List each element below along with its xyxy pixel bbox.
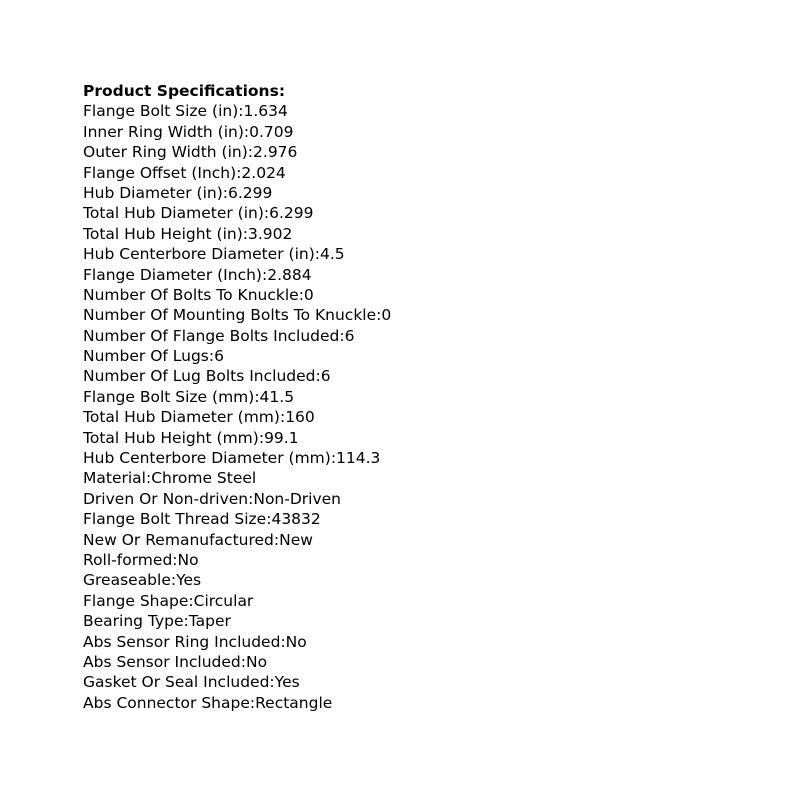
spec-row [83, 652, 783, 672]
spec-row [83, 265, 783, 285]
spec-label: Hub Centerbore Diameter (in) [83, 245, 315, 264]
spec-label: Number Of Flange Bolts Included [83, 326, 340, 345]
spec-label: Hub Centerbore Diameter (mm) [83, 449, 331, 468]
spec-value: 6.299 [228, 183, 273, 202]
spec-label: Roll-formed [83, 550, 173, 569]
spec-separator: : [273, 530, 280, 549]
spec-row [83, 693, 783, 713]
spec-separator: : [258, 428, 265, 447]
spec-value: 41.5 [259, 387, 295, 406]
spec-row [83, 489, 783, 509]
spec-separator: : [172, 550, 178, 569]
spec-label: Total Hub Height (mm) [83, 428, 259, 447]
spec-value: 43832 [271, 510, 321, 529]
spec-row [83, 387, 783, 407]
spec-row [83, 428, 783, 448]
spec-row [83, 163, 783, 183]
spec-row [83, 591, 783, 611]
spec-value: Yes [274, 673, 300, 692]
spec-separator: : [266, 510, 272, 529]
spec-value: 0.709 [249, 122, 294, 141]
spec-label: Flange Diameter (Inch) [83, 265, 262, 284]
spec-separator: : [263, 204, 270, 223]
spec-value: No [246, 652, 268, 671]
spec-separator: : [269, 673, 275, 692]
spec-row [83, 366, 783, 386]
spec-value: 6 [320, 367, 331, 386]
spec-separator: : [261, 265, 268, 284]
spec-separator: : [249, 693, 256, 712]
spec-value: 0 [303, 285, 314, 304]
spec-label: Material [83, 469, 146, 488]
spec-row [83, 203, 783, 223]
spec-row [83, 142, 783, 162]
spec-separator: : [376, 306, 382, 325]
spec-label: Flange Offset (Inch) [83, 163, 237, 182]
spec-label: Hub Diameter (in) [83, 183, 223, 202]
spec-row [83, 448, 783, 468]
spec-separator: : [315, 367, 321, 386]
spec-value: Non-Driven [253, 489, 342, 508]
spec-label: Bearing Type [83, 612, 184, 631]
spec-label: Total Hub Diameter (in) [83, 204, 264, 223]
spec-separator: : [238, 102, 244, 121]
spec-label: Flange Bolt Size (mm) [83, 387, 255, 406]
spec-row [83, 407, 783, 427]
spec-label: Flange Bolt Thread Size [83, 510, 267, 529]
spec-separator: : [170, 571, 177, 590]
spec-value: 3.902 [248, 224, 293, 243]
spec-separator: : [145, 469, 152, 488]
spec-label: Outer Ring Width (in) [83, 143, 248, 162]
spec-row [83, 244, 783, 264]
spec-label: Number Of Mounting Bolts To Knuckle [83, 306, 377, 325]
spec-value: 6 [214, 347, 224, 366]
spec-separator: : [208, 347, 215, 366]
spec-row [83, 101, 783, 121]
spec-label: New Or Remanufactured [83, 530, 274, 549]
spec-value: 2.024 [241, 163, 286, 182]
spec-row [83, 530, 783, 550]
spec-row [83, 509, 783, 529]
spec-label: Inner Ring Width (in) [83, 122, 244, 141]
spec-row [83, 672, 783, 692]
spec-label: Number Of Lug Bolts Included [83, 367, 316, 386]
spec-row [83, 183, 783, 203]
spec-label: Total Hub Diameter (mm) [83, 408, 280, 427]
spec-row [83, 468, 783, 488]
spec-label: Total Hub Height (in) [83, 224, 243, 243]
spec-label: Greaseable [83, 571, 171, 590]
spec-value: Circular [193, 591, 254, 610]
spec-value: Chrome Steel [151, 469, 257, 488]
spec-value: 0 [381, 306, 392, 325]
spec-separator: : [183, 612, 189, 631]
spec-value: No [177, 550, 199, 569]
spec-label: Flange Bolt Size (in) [83, 102, 239, 121]
spec-separator: : [247, 143, 254, 162]
product-specifications [83, 81, 783, 713]
spec-separator: : [243, 122, 250, 141]
spec-row [83, 632, 783, 652]
spec-separator: : [242, 224, 248, 243]
spec-value: 2.976 [253, 143, 298, 162]
specifications-list [83, 101, 783, 713]
spec-value: 160 [285, 408, 315, 427]
spec-label: Number Of Lugs [83, 347, 209, 366]
spec-label: Number Of Bolts To Knuckle [83, 285, 299, 304]
spec-row [83, 346, 783, 366]
spec-label: Flange Shape [83, 591, 189, 610]
spec-label: Abs Connector Shape [83, 693, 250, 712]
spec-separator: : [330, 449, 337, 468]
spec-row [83, 611, 783, 631]
spec-label: Gasket Or Seal Included [83, 673, 270, 692]
spec-value: Yes [176, 571, 202, 590]
spec-value: 6 [344, 326, 355, 345]
spec-value: 6.299 [269, 204, 314, 223]
spec-separator: : [279, 408, 286, 427]
spec-value: 2.884 [267, 265, 312, 284]
spec-value: 4.5 [319, 245, 345, 264]
spec-separator: : [240, 652, 246, 671]
spec-value: 99.1 [264, 428, 299, 447]
spec-row [83, 326, 783, 346]
spec-separator: : [254, 387, 260, 406]
spec-value: 1.634 [243, 102, 288, 121]
spec-value: Rectangle [255, 693, 333, 712]
spec-separator: : [236, 163, 242, 182]
spec-label: Abs Sensor Included [83, 652, 241, 671]
spec-separator: : [222, 183, 228, 202]
spec-value: No [285, 632, 307, 651]
spec-label: Abs Sensor Ring Included [83, 632, 281, 651]
spec-separator: : [248, 489, 254, 508]
specifications-heading: Product Specifications: [83, 82, 286, 100]
spec-separator: : [280, 632, 286, 651]
spec-separator: : [188, 591, 194, 610]
spec-value: New [279, 530, 313, 549]
spec-separator: : [339, 326, 345, 345]
spec-separator: : [314, 245, 320, 264]
spec-row [83, 570, 783, 590]
spec-row [83, 305, 783, 325]
spec-value: 114.3 [336, 449, 381, 468]
spec-row [83, 285, 783, 305]
spec-row [83, 122, 783, 142]
spec-separator: : [298, 285, 304, 304]
spec-row [83, 224, 783, 244]
spec-label: Driven Or Non-driven [83, 489, 249, 508]
spec-value: Taper [188, 612, 231, 631]
spec-row [83, 550, 783, 570]
